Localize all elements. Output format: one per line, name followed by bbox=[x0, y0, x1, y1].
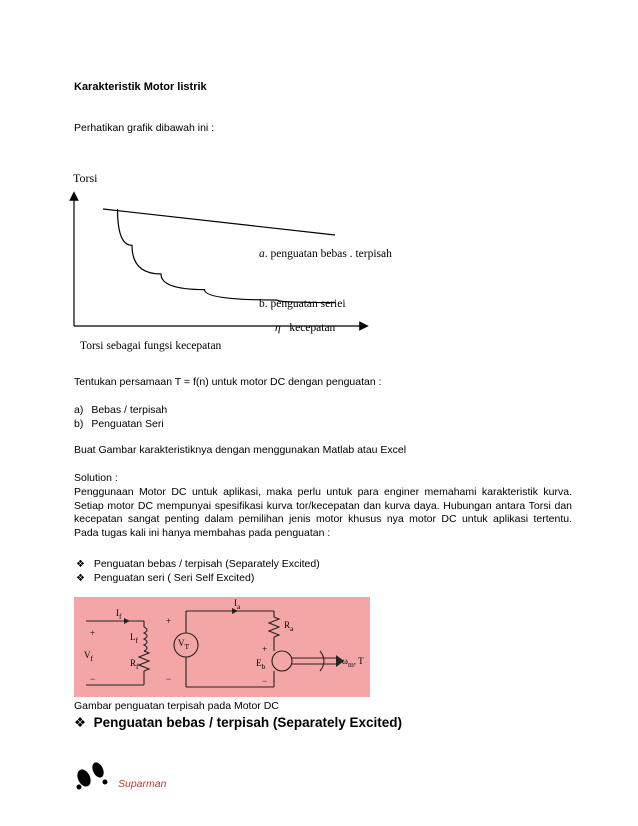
x-axis-label bbox=[275, 322, 335, 335]
chart-caption: Torsi sebagai fungsi kecepatan bbox=[80, 340, 222, 352]
instruction-text: Perhatikan grafik dibawah ini : bbox=[74, 122, 215, 134]
x-axis-label-text: kecepatan bbox=[289, 322, 336, 334]
solution-line: Penggunaan Motor DC untuk aplikasi, maka perlu untuk para enginer memahami karakteristik kurva. bbox=[74, 486, 572, 498]
task-item-b: b) Penguatan Seri bbox=[74, 418, 164, 430]
task-intro: Tentukan persamaan T = f(n) untuk motor DC dengan penguatan : bbox=[74, 376, 382, 388]
circuit-diagram bbox=[74, 597, 370, 697]
label-vt: $V_T$ bbox=[178, 638, 190, 651]
task-item-a: a) Bebas / terpisah bbox=[74, 404, 168, 416]
label-ra: $R_a$ bbox=[284, 620, 294, 633]
solution-line: Pada tugas kali ini hanya membahas pada penguatan : bbox=[74, 526, 331, 539]
diamond-bullet-icon: ❖ bbox=[74, 715, 87, 730]
section-heading: ❖ Penguatan bebas / terpisah (Separately Excited) bbox=[74, 715, 402, 730]
label-vf: $V_f$ bbox=[84, 650, 93, 663]
plus-sign: + bbox=[166, 616, 172, 626]
diamond-bullet-icon: ❖ bbox=[76, 559, 85, 570]
label-omega-torque: $\omega_m$, T bbox=[342, 656, 364, 669]
minus-sign: − bbox=[166, 674, 172, 684]
solution-label: Solution : bbox=[74, 472, 118, 484]
plus-sign: + bbox=[90, 628, 96, 638]
bullet-item: ❖ Penguatan bebas / terpisah (Separately Excited) bbox=[76, 558, 320, 570]
diamond-bullet-icon: ❖ bbox=[76, 573, 85, 584]
eta-symbol: η bbox=[275, 322, 281, 334]
bullet-item: ❖ Penguatan seri ( Seri Self Excited) bbox=[76, 572, 255, 584]
chart-svg bbox=[64, 166, 424, 361]
solution-line: kecepatan sangat penting dalam pemilihan jenis motor khusus nya motor DC untuk aplikasi tertentu. bbox=[74, 513, 572, 525]
minus-sign: − bbox=[262, 676, 268, 686]
label-rf: $R_f$ bbox=[130, 658, 139, 671]
solution-paragraph bbox=[74, 486, 572, 540]
solution-line: Setiap motor DC mempunyai spesifikasi kurva tor/kecepatan dan kurva daya. Hubungan antara Torsi dan bbox=[74, 499, 572, 512]
label-eb: $E_b$ bbox=[256, 658, 266, 671]
footprints-icon bbox=[74, 760, 114, 790]
label-ia: $I_a$ bbox=[234, 598, 241, 611]
y-axis-label: Torsi bbox=[73, 171, 98, 185]
minus-sign: − bbox=[90, 674, 96, 684]
torque-speed-chart bbox=[64, 166, 424, 361]
figure-caption: Gambar penguatan terpisah pada Motor DC bbox=[74, 700, 279, 712]
plus-sign: + bbox=[262, 644, 268, 654]
legend-series-b: b. penguatan seriei bbox=[259, 298, 346, 310]
author-name: Suparman bbox=[118, 778, 167, 790]
series-a-line bbox=[103, 209, 335, 235]
legend-series-a: a. penguatan bebas . terpisah bbox=[259, 248, 392, 260]
task-instruction: Buat Gambar karakteristiknya dengan menggunakan Matlab atau Excel bbox=[74, 444, 407, 456]
page-title: Karakteristik Motor listrik bbox=[74, 81, 207, 93]
label-if: $I_f$ bbox=[116, 608, 122, 621]
label-lf: $L_f$ bbox=[130, 632, 138, 645]
